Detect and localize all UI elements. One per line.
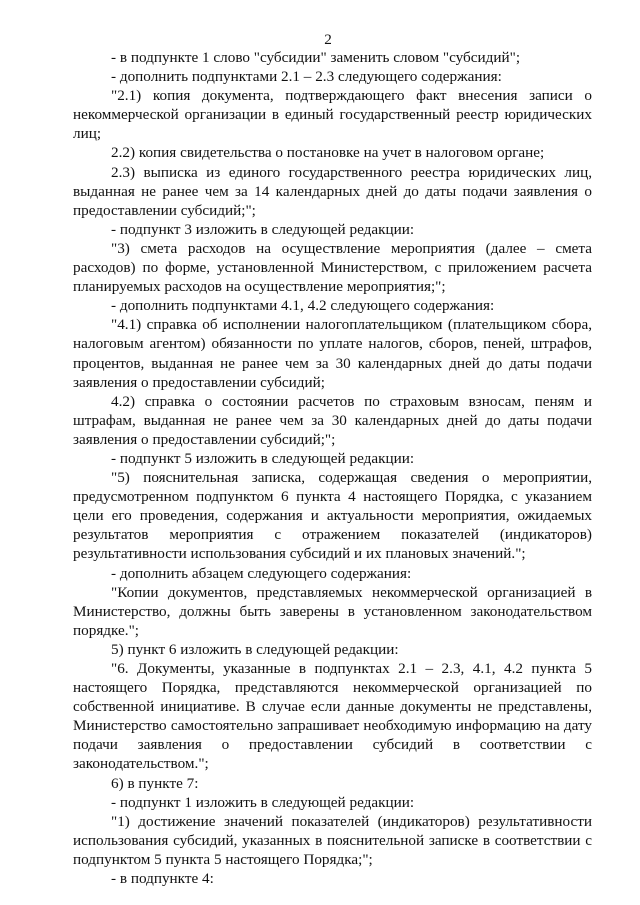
paragraph-5: 2.3) выписка из единого государственного реестра юридических лиц, выданная не ранее чем за 14 календарных дней до даты подачи заявления о предоставлении субсидий;"; <box>73 163 592 219</box>
paragraph-11: - подпункт 5 изложить в следующей редакции: <box>111 449 415 467</box>
paragraph-6: - подпункт 3 изложить в следующей редакции: <box>111 220 415 238</box>
paragraph-20: - в подпункте 4: <box>111 870 214 888</box>
paragraph-7: "3) смета расходов на осуществление мероприятия (далее – смета расходов) по форме, установленной Министерством, с приложением расчета планируемых расходов на осуществление мероприятия;"; <box>73 239 592 296</box>
paragraph-10: 4.2) справка о состоянии расчетов по страховым взносам, пеням и штрафам, выданная не ранее чем за 30 календарных дней до даты подачи заявления о предоставлении субсидий;"; <box>73 392 592 448</box>
paragraph-2: - дополнить подпунктами 2.1 – 2.3 следующего содержания: <box>111 68 502 86</box>
paragraph-19: "1) достижение значений показателей (индикаторов) результативности использования субсидий, указанных в пояснительной записке в соответствии с подпунктом 5 пункта 5 настоящего Порядка;"; <box>73 812 592 868</box>
paragraph-13: - дополнить абзацем следующего содержания: <box>111 564 412 582</box>
paragraph-16: "6. Документы, указанные в подпунктах 2.1 – 2.3, 4.1, 4.2 пункта 5 настоящего Порядка, представляются некоммерческой организацией по собственной инициативе. В случае если данные документы не представлены, Министерство самостоятельно запрашивает необходимую информацию на дату подачи заявления о предоставлении субсидий в соответствии с законодательством."; <box>73 660 592 773</box>
paragraph-12: "5) пояснительная записка, содержащая сведения о мероприятии, предусмотренном подпунктом 6 пункта 4 настоящего Порядка, с указанием цели его проведения, содержания и актуальности мероприятия, ожидаемых результатов мероприятия с отражением показателей (индикаторов) результативности использования субсидий и их плановых значений."; <box>73 469 592 563</box>
page-number: 2 <box>324 31 332 48</box>
paragraph-3: "2.1) копия документа, подтверждающего факт внесения записи о некоммерческой организации в единый государственный реестр юридических лиц; <box>73 87 592 143</box>
paragraph-1: - в подпункте 1 слово "субсидии" заменить словом "субсидий"; <box>111 49 521 66</box>
paragraph-17: 6) в пункте 7: <box>111 774 199 792</box>
paragraph-9: "4.1) справка об исполнении налогоплательщиком (плательщиком сбора, налоговым агентом) обязанности по уплате налогов, сборов, пеней, штрафов, процентов, выданная не ранее чем за 30 календарных дней до даты подачи заявления о предоставлении субсидий; <box>73 316 592 391</box>
paragraph-4: 2.2) копия свидетельства о постановке на учет в налоговом органе; <box>111 144 545 162</box>
paragraph-8: - дополнить подпунктами 4.1, 4.2 следующего содержания: <box>111 297 495 315</box>
paragraph-15: 5) пункт 6 изложить в следующей редакции: <box>111 640 399 658</box>
document-body <box>73 48 592 888</box>
paragraph-14: "Копии документов, представляемых некоммерческой организацией в Министерство, должны быть заверены в установленном законодательством порядке."; <box>73 583 592 639</box>
paragraph-18: - подпункт 1 изложить в следующей редакции: <box>111 793 415 811</box>
